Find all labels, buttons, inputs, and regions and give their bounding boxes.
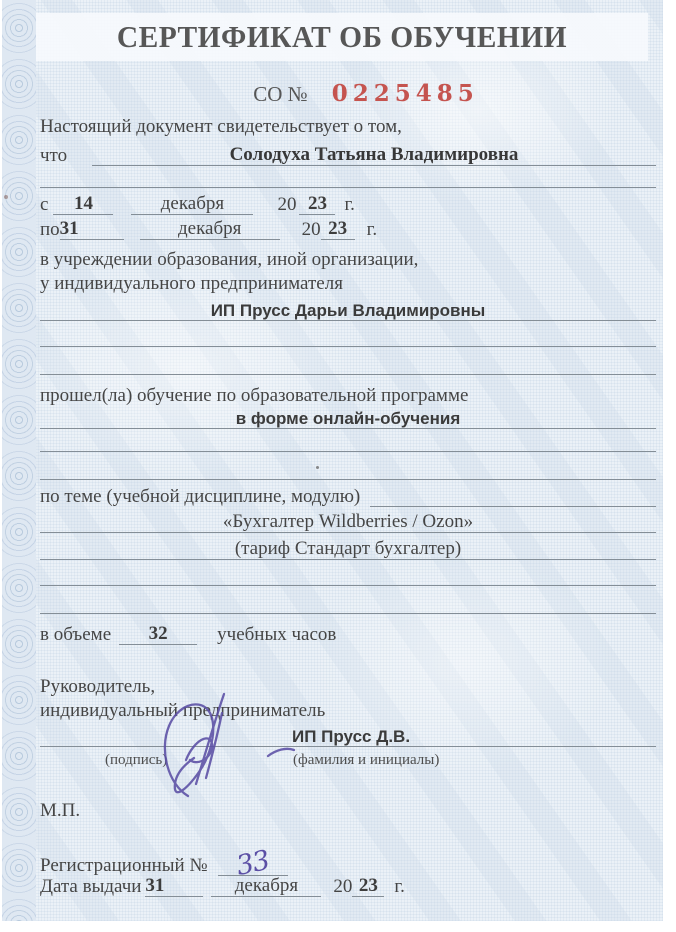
registration-row (40, 844, 656, 882)
org-name-line (40, 298, 656, 321)
volume-hours: 32 (148, 623, 168, 644)
from-day-line (53, 193, 113, 215)
reg-label: Регистрационный № (40, 855, 208, 876)
statement-text: Настоящий документ свидетельствует о том, (40, 116, 402, 137)
program-form: в форме онлайн-обучения (235, 409, 461, 428)
century-label: 20 (333, 876, 353, 897)
signature-caption: (подпись) (105, 752, 168, 768)
topic-tariff: (тариф Стандарт бухгалтер) (234, 538, 462, 559)
guilloche-left-band (2, 0, 36, 921)
serial-prefix: СО № (253, 82, 308, 106)
topic-blank-line (370, 486, 656, 507)
to-day-line (60, 218, 124, 240)
from-label: с (40, 194, 49, 215)
head-text-2: индивидуальный предприниматель (40, 700, 326, 721)
serial-row (28, 80, 676, 107)
topic-name: «Бухгалтер Wildberries / Ozon» (222, 511, 474, 532)
issue-month-line (211, 875, 321, 897)
century-label: 20 (277, 194, 297, 215)
serial-number: 0225485 (331, 80, 479, 107)
to-year-line (321, 218, 355, 240)
issue-year: 23 (358, 875, 378, 896)
to-year: 23 (328, 218, 348, 239)
year-suffix: г. (344, 194, 355, 215)
volume-label-pre: в объеме (40, 624, 112, 645)
volume-row (40, 624, 656, 645)
issue-month: декабря (234, 875, 299, 896)
reg-number-line (218, 844, 288, 882)
from-month: декабря (160, 193, 225, 214)
student-name-line (92, 139, 656, 166)
ink-dot-artifact (316, 466, 319, 469)
blank-line (40, 465, 656, 480)
topic-label: по теме (учебной дисциплине, модулю) (40, 486, 361, 507)
reg-number-handwritten: 33 (234, 844, 273, 882)
from-month-line (131, 193, 253, 215)
topic-tariff-line (40, 537, 656, 560)
program-form-line (40, 406, 656, 429)
topic-name-line (40, 510, 656, 533)
from-year: 23 (307, 193, 327, 214)
to-month-line (140, 218, 280, 240)
org-text-1: в учреждении образования, иной организации, (40, 249, 419, 270)
year-suffix: г. (394, 876, 405, 897)
title-band (36, 13, 648, 61)
blank-line (40, 359, 656, 375)
date-from-row (40, 194, 656, 215)
from-year-line (299, 193, 335, 215)
issue-day: 31 (145, 875, 165, 896)
to-month: декабря (177, 218, 242, 239)
blank-line (40, 172, 656, 188)
handwritten-signature (146, 688, 306, 806)
century-label: 20 (301, 219, 321, 240)
that-label: что (40, 145, 68, 166)
topic-label-row (40, 487, 656, 507)
issue-label: Дата выдачи (40, 876, 142, 897)
org-text-2: у индивидуального предпринимателя (40, 273, 343, 294)
date-to-row (40, 219, 656, 240)
from-day: 14 (73, 193, 93, 214)
blank-line (40, 331, 656, 347)
student-name-row (40, 140, 656, 166)
volume-label-post: учебных часов (217, 624, 337, 645)
volume-hours-line (119, 623, 197, 645)
blank-line (40, 571, 656, 586)
student-name: Солодуха Татьяна Владимировна (229, 144, 519, 165)
head-text-1: Руководитель, (40, 676, 156, 697)
topic-name-row (40, 511, 656, 533)
edge-speck-artifact (4, 195, 8, 199)
program-text: прошел(ла) обучение по образовательной программе (40, 385, 469, 406)
to-label: по (40, 219, 60, 240)
year-suffix: г. (366, 219, 378, 240)
signature-row (40, 724, 656, 747)
page-title: СЕРТИФИКАТ ОБ ОБУЧЕНИИ (116, 19, 568, 54)
issue-day-line (145, 875, 203, 897)
seal-label: М.П. (40, 800, 81, 821)
blank-line (40, 599, 656, 614)
blank-line (40, 437, 656, 452)
issue-year-line (352, 875, 384, 897)
to-day: 31 (59, 218, 79, 239)
signatory-name: ИП Прусс Д.В. (292, 727, 411, 746)
org-name-row (40, 299, 656, 321)
topic-tariff-row (40, 538, 656, 560)
issue-date-row (40, 876, 656, 897)
org-name: ИП Прусс Дарьи Владимировны (210, 301, 486, 320)
program-form-row (40, 407, 656, 429)
name-caption: (фамилия и инициалы) (293, 752, 440, 768)
